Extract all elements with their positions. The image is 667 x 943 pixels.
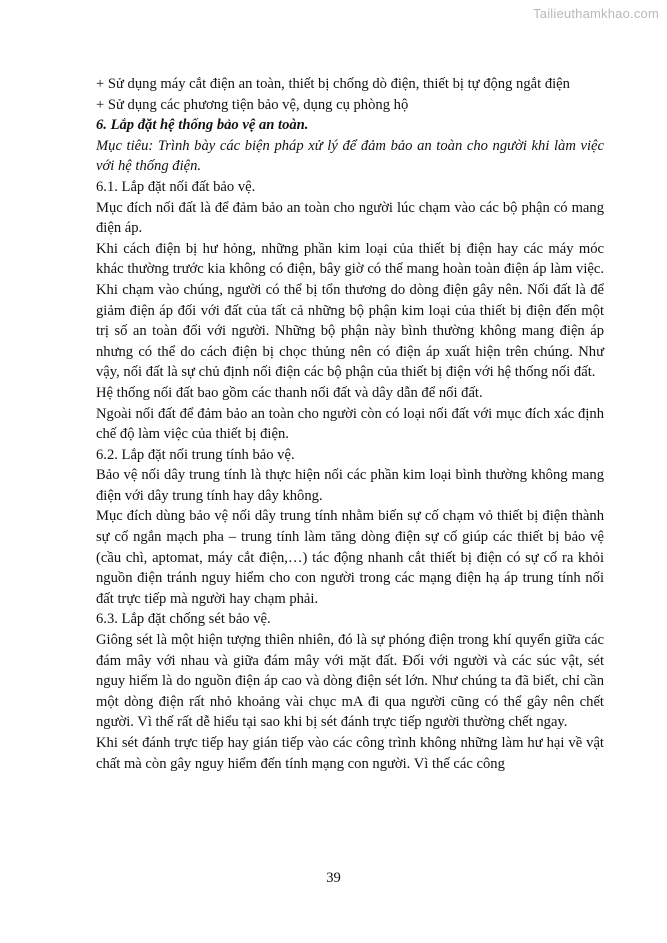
paragraph-grounding-other: Ngoài nối đất để đảm bảo an toàn cho người còn có loại nối đất với mục đích xác định chế độ làm việc của thiết bị điện. xyxy=(96,405,604,443)
paragraph-insulation-failure: Khi cách điện bị hư hỏng, những phần kim loại của thiết bị điện hay các máy móc khác thường trước kia không có điện, bây giờ có thể mang hoàn toàn điện áp làm việc. Khi chạm vào chúng, người có thể bị tổn thương do dòng điện gây nên. Nối đất là để giảm điện áp đối với đất của tất cả những bộ phận kim loại của thiết bị điện đến một trị số an toàn đối với người. Những bộ phận này bình thường không mang điện áp nhưng có thể do cách điện bị chọc thủng nên có điện áp xuất hiện trên chúng. Như vậy, nối đất là sự chủ định nối điện các bộ phận của thiết bị điện với hệ thống nối đất. xyxy=(96,240,604,381)
page-body xyxy=(96,74,604,774)
paragraph-neutral-purpose: Mục đích dùng bảo vệ nối dây trung tính nhằm biến sự cố chạm vỏ thiết bị điện thành sự cố ngắn mạch pha – trung tính làm tăng dòng điện sự cố giúp các thiết bị bảo vệ (cầu chì, aptomat, máy cắt điện,…) tác động nhanh cắt thiết bị điện có sự cố ra khỏi nguồn điện tránh nguy hiểm cho con người trong các mạng điện hạ áp trung tính nối đất trực tiếp mà người hay chạm phải. xyxy=(96,508,604,607)
page-number: 39 xyxy=(326,870,341,886)
objective-text: Mục tiêu: Trình bày các biện pháp xử lý để đảm bảo an toàn cho người khi làm việc với hệ thống điện. xyxy=(96,137,604,175)
subsection-6-2-heading: 6.2. Lắp đặt nối trung tính bảo vệ. xyxy=(96,446,295,463)
paragraph-lightning: Giông sét là một hiện tượng thiên nhiên, đó là sự phóng điện trong khí quyển giữa các đám mây với nhau và giữa đám mây với mặt đất. Đối với người và các súc vật, sét nguy hiểm là do nguồn điện áp cao và dòng điện sét lớn. Như chúng ta đã biết, chỉ cần một dòng điện rất nhỏ khoảng vài chục mA đi qua người cũng có thể gây nên chết người. Vì thế rất dễ hiểu tại sao khi bị sét đánh trực tiếp người thường chết ngay. xyxy=(96,632,604,731)
paragraph-lightning-strike: Khi sét đánh trực tiếp hay gián tiếp vào các công trình không những làm hư hại về vật chất mà còn gây nguy hiểm đến tính mạng con người. Vì thế các công xyxy=(96,735,604,772)
bullet-protective-equipment: + Sử dụng các phương tiện bảo vệ, dụng cụ phòng hộ xyxy=(96,96,409,113)
paragraph-grounding-system: Hệ thống nối đất bao gồm các thanh nối đất và dây dẫn để nối đất. xyxy=(96,384,483,401)
watermark: Tailieuthamkhao.com xyxy=(533,6,659,21)
bullet-safety-devices: + Sử dụng máy cắt điện an toàn, thiết bị chống dò điện, thiết bị tự động ngắt điện xyxy=(96,76,570,92)
section-heading: 6. Lắp đặt hệ thống bảo vệ an toàn. xyxy=(96,117,309,134)
paragraph-grounding-purpose: Mục đích nối đất là để đảm bảo an toàn cho người lúc chạm vào các bộ phận có mang điện áp. xyxy=(96,199,604,237)
paragraph-neutral-protection: Bảo vệ nối dây trung tính là thực hiện nối các phần kim loại bình thường không mang điện với dây trung tính hay dây không. xyxy=(96,467,604,504)
subsection-6-3-heading: 6.3. Lắp đặt chống sét bảo vệ. xyxy=(96,611,271,628)
subsection-6-1-heading: 6.1. Lắp đặt nối đất bảo vệ. xyxy=(96,178,256,195)
